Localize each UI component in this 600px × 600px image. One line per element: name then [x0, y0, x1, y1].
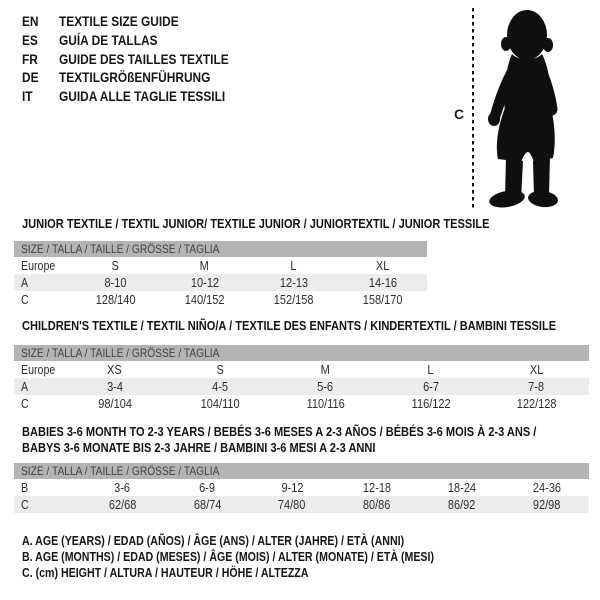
table-cell: 62/68 [108, 497, 137, 512]
table-row-europe [14, 257, 427, 274]
table-cell: 140/152 [184, 292, 225, 307]
table-cell: M [320, 362, 331, 377]
section-title-junior: JUNIOR TEXTILE / TEXTIL JUNIOR/ TEXTILE JUNIOR / JUNIORTEXTIL / JUNIOR TESSILE [22, 216, 490, 231]
table-cell: 152/158 [273, 292, 314, 307]
table-cell: 68/74 [193, 497, 221, 512]
table-cell: M [199, 258, 210, 273]
lang-code: DE [22, 69, 39, 86]
lang-code: ES [22, 32, 38, 49]
table-cell: 24-36 [532, 480, 561, 495]
lang-label: TEXTILGRÖßENFÜHRUNG [59, 69, 211, 86]
table-cell: 104/110 [200, 396, 240, 411]
table-cell: S [216, 362, 224, 377]
table-cell: 122/128 [516, 396, 557, 411]
table-cell: XL [375, 258, 390, 273]
table-cell: 18-24 [447, 480, 476, 495]
lang-code: IT [22, 88, 33, 105]
table-row-height-cm [14, 291, 427, 308]
table-cell: L [290, 258, 297, 273]
junior-size-table [14, 241, 427, 308]
lang-label: TEXTILE SIZE GUIDE [59, 13, 179, 30]
row-label: C [21, 292, 29, 307]
lang-row-en [22, 12, 259, 31]
row-label: Europe [21, 362, 56, 377]
lang-row-es [22, 31, 259, 50]
footnote-height: C. (cm) HEIGHT / ALTURA / HAUTEUR / HÖHE / ALTEZZA [22, 566, 309, 581]
height-measure-dashed-line [472, 8, 474, 210]
table-cell: 80/86 [363, 497, 391, 512]
table-cell: 3-4 [106, 379, 123, 394]
table-cell: 10-12 [190, 275, 219, 290]
table-cell: 7-8 [528, 379, 545, 394]
table-cell: 8-10 [104, 275, 127, 290]
table-cell: 3-6 [114, 480, 131, 495]
table-cell: 86/92 [447, 497, 476, 512]
table-cell: 92/98 [532, 497, 561, 512]
table-cell: 98/104 [97, 396, 132, 411]
size-header-bar: SIZE / TALLA / TAILLE / GRÖSSE / TAGLIA [14, 345, 589, 361]
footnotes [22, 534, 507, 583]
lang-code: FR [22, 50, 38, 67]
row-label: Europe [21, 258, 56, 273]
table-cell: 6-9 [199, 480, 216, 495]
lang-row-it [22, 87, 259, 106]
toddler-silhouette-icon [482, 8, 572, 208]
table-cell: 158/170 [362, 292, 403, 307]
language-legend [22, 12, 259, 105]
size-header-bar: SIZE / TALLA / TAILLE / GRÖSSE / TAGLIA [14, 241, 427, 257]
babies-size-table [14, 463, 589, 513]
height-measure-label: C [454, 106, 465, 122]
table-cell: XS [107, 362, 123, 377]
table-cell: 12-18 [362, 480, 391, 495]
table-cell: L [427, 362, 434, 377]
lang-label: GUÍA DE TALLAS [59, 32, 158, 49]
table-row-height-cm [14, 496, 589, 513]
footnote-age-years: A. AGE (YEARS) / EDAD (AÑOS) / ÂGE (ANS) / ALTER (JAHRE) / ETÀ (ANNI) [22, 534, 405, 548]
lang-label: GUIDE DES TAILLES TEXTILE [59, 50, 229, 67]
row-label: B [21, 480, 29, 495]
table-row-europe [14, 361, 589, 378]
row-label: C [21, 497, 29, 512]
section-title-babies-line2: BABYS 3-6 MONATE BIS 2-3 JAHRE / BAMBINI 3-6 MESI A 2-3 ANNI [22, 440, 376, 455]
lang-label: GUIDA ALLE TAGLIE TESSILI [59, 88, 226, 105]
table-cell: 6-7 [422, 379, 439, 394]
table-cell: 14-16 [368, 275, 397, 290]
row-label: A [21, 379, 29, 394]
table-row-age-months [14, 479, 589, 496]
lang-row-fr [22, 49, 259, 68]
table-cell: 74/80 [278, 497, 306, 512]
size-header-bar: SIZE / TALLA / TAILLE / GRÖSSE / TAGLIA [14, 463, 589, 479]
children-size-table [14, 345, 589, 412]
table-cell: 9-12 [281, 480, 304, 495]
lang-code: EN [22, 13, 39, 30]
row-label: C [21, 396, 29, 411]
table-cell: XL [529, 362, 544, 377]
table-cell: S [111, 258, 120, 273]
section-title-babies-line1: BABIES 3-6 MONTH TO 2-3 YEARS / BEBÉS 3-6 MESES A 2-3 AÑOS / BÉBÉS 3-6 MOIS À 2-3 ANS / [22, 424, 537, 439]
footnote-age-months: B. AGE (MONTHS) / EDAD (MESES) / ÂGE (MOIS) / ALTER (MONATE) / ETÀ (MESI) [22, 550, 435, 565]
table-cell: 116/122 [411, 396, 451, 411]
table-cell: 110/116 [306, 396, 345, 411]
section-title-children: CHILDREN'S TEXTILE / TEXTIL NIÑO/A / TEXTILE DES ENFANTS / KINDERTEXTIL / BAMBINI TESSILE [22, 318, 557, 333]
table-cell: 4-5 [212, 379, 229, 394]
table-cell: 5-6 [317, 379, 334, 394]
table-row-age-years [14, 378, 589, 395]
lang-row-de [22, 68, 259, 87]
row-label: A [21, 275, 29, 290]
table-row-height-cm [14, 395, 589, 412]
table-cell: 12-13 [279, 275, 308, 290]
table-row-age-years [14, 274, 427, 291]
table-cell: 128/140 [95, 292, 136, 307]
